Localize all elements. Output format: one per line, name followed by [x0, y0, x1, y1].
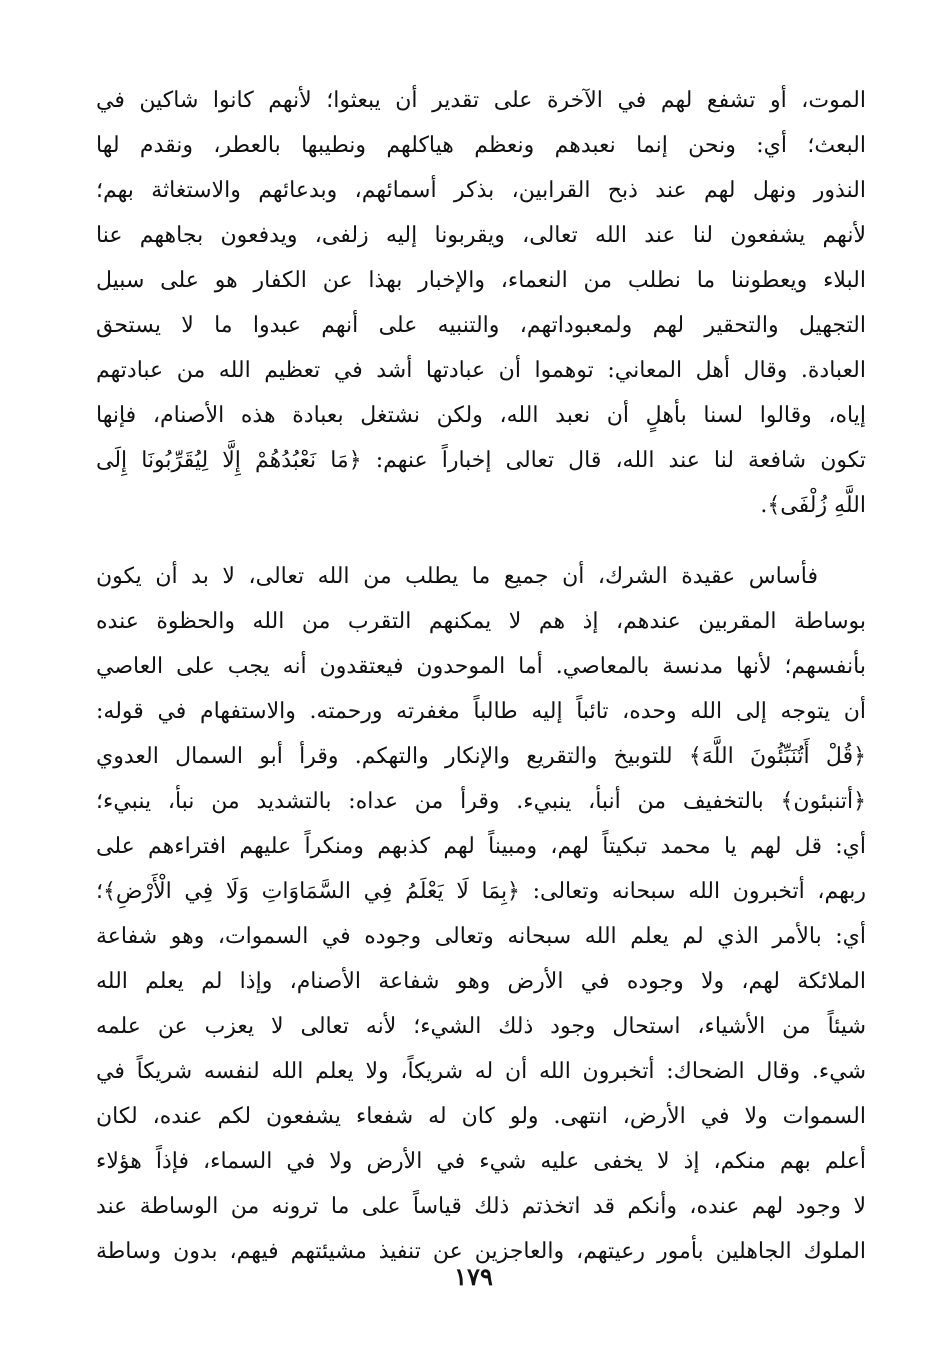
paragraph-1 — [96, 78, 866, 528]
text-line: التجهيل والتحقير لهم ولمعبوداتهم، والتنبيه على أنهم عبدوا ما لا يستحق — [96, 313, 866, 338]
text-line: بوساطة المقربين عندهم، إذ هم لا يمكنهم التقرب من الله والحظوة عنده — [96, 609, 866, 634]
text-line: أي: بالأمر الذي لم يعلم الله سبحانه وتعالى وجوده في السموات، وهو شفاعة — [96, 924, 866, 949]
page-number: ١٧٩ — [454, 1262, 493, 1291]
text-line: أن يتوجه إلى الله وحده، تائباً إليه طالباً مغفرته ورحمته. والاستفهام في قوله: — [96, 699, 866, 724]
text-line: فأساس عقيدة الشرك، أن جميع ما يطلب من الله تعالى، لا بد أن يكون — [96, 564, 818, 589]
text-line: بأنفسهم؛ لأنها مدنسة بالمعاصي. أما الموحدون فيعتقدون أنه يجب على العاصي — [96, 654, 866, 679]
text-line: أعلم بهم منكم، إذ لا يخفى عليه شيء في الأرض ولا في السماء، فإذاً هؤلاء — [96, 1149, 866, 1174]
text-line: البلاء ويعطوننا ما نطلب من النعماء، والإخبار بهذا عن الكفار هو على سبيل — [96, 268, 866, 293]
page-body — [96, 78, 866, 1328]
text-line: تكون شافعة لنا عند الله، قال تعالى إخباراً عنهم: ﴿مَا نَعْبُدُهُمْ إِلَّا لِيُقَرِّبُونَا إِلَى — [96, 448, 866, 473]
text-line: الملائكة لهم، ولا وجوده في الأرض وهو شفاعة الأصنام، وإذا لم يعلم الله — [96, 969, 866, 994]
text-line: الملوك الجاهلين بأمور رعيتهم، والعاجزين عن تنفيذ مشيئتهم فيهم، بدون وساطة — [96, 1239, 866, 1264]
text-line: إياه، وقالوا لسنا بأهلٍ أن نعبد الله، ولكن نشتغل بعبادة هذه الأصنام، فإنها — [96, 403, 866, 428]
text-line: شيء. وقال الضحاك: أتخبرون الله أن له شريكاً، ولا يعلم الله لنفسه شريكاً في — [96, 1059, 866, 1084]
paragraph-2 — [96, 554, 866, 1274]
text-line: لأنهم يشفعون لنا عند الله تعالى، ويقربونا إليه زلفى، ويدفعون بجاههم عنا — [96, 223, 866, 248]
text-line: أي: قل لهم يا محمد تبكيتاً لهم، ومبيناً لهم كذبهم ومنكراً عليهم افتراءهم على — [96, 834, 866, 859]
text-line: اللَّهِ زُلْفَى﴾. — [760, 493, 866, 518]
text-line: العبادة. وقال أهل المعاني: توهموا أن عبادتها أشد في تعظيم الله من عبادتهم — [96, 358, 866, 383]
text-line: البعث؛ أي: ونحن إنما نعبدهم ونعظم هياكلهم ونطيبها بالعطر، ونقدم لها — [96, 133, 866, 158]
text-line: ﴿أتنبئون﴾ بالتخفيف من أنبأ، ينبيء. وقرأ من عداه: بالتشديد من نبأ، ينبيء؛ — [96, 789, 866, 814]
text-line: السموات ولا في الأرض، انتهى. ولو كان له شفعاء يشفعون لكم عنده، لكان — [96, 1104, 866, 1129]
text-line: النذور ونهل لهم عند ذبح القرابين، بذكر أسمائهم، وبدعائهم والاستغاثة بهم؛ — [96, 178, 866, 203]
text-line: لا وجود لهم عنده، وأنكم قد اتخذتم ذلك قياساً على ما ترونه من الوساطة عند — [96, 1194, 866, 1219]
text-line: شيئاً من الأشياء، استحال وجود ذلك الشيء؛ لأنه تعالى لا يعزب عن علمه — [96, 1014, 866, 1039]
text-line: الموت، أو تشفع لهم في الآخرة على تقدير أن يبعثوا؛ لأنهم كانوا شاكين في — [96, 88, 866, 113]
text-line: ربهم، أتخبرون الله سبحانه وتعالى: ﴿بِمَا لَا يَعْلَمُ فِي السَّمَاوَاتِ وَلَا فِي الْأَرْضِ﴾؛ — [96, 879, 866, 904]
text-line: ﴿قُلْ أَتُنَبِّئُونَ اللَّهَ﴾ للتوبيخ والتقريع والإنكار والتهكم. وقرأ أبو السمال العدوي — [96, 744, 866, 769]
